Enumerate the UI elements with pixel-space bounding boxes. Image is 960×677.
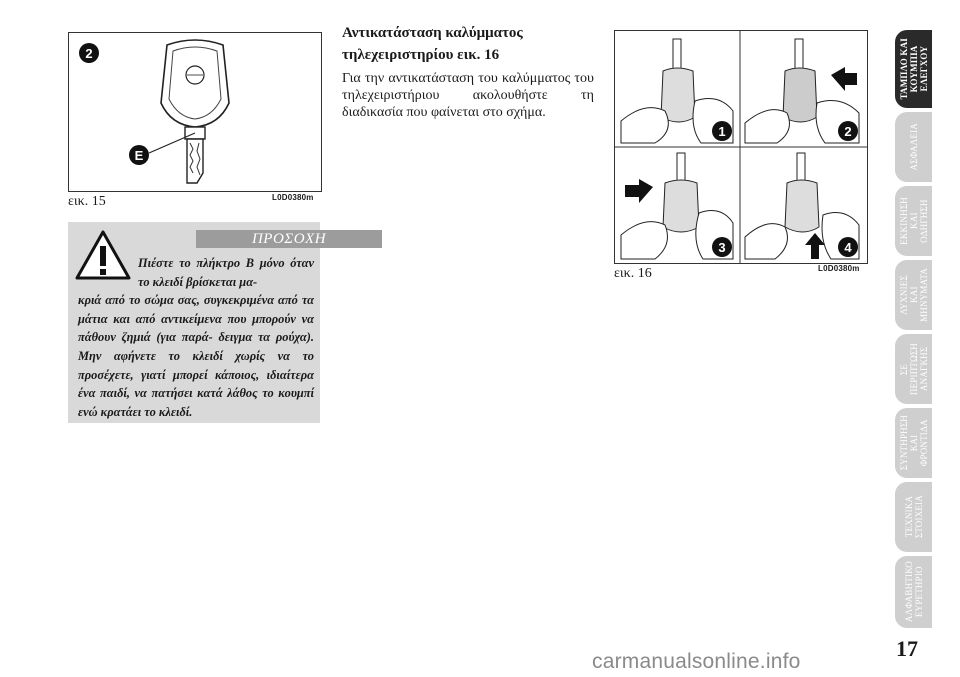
tab-starting-driving[interactable] xyxy=(895,186,932,256)
tab-label: ΤΑΜΠΛΟ ΚΑΙ ΚΟΥΜΠΙΑ ΕΛΕΓΧΟΥ xyxy=(898,38,929,100)
figure-16-code: L0D0380m xyxy=(818,264,860,273)
tab-label: ΣΥΝΤΗΡΗΣΗ ΚΑΙ ΦΡΟΝΤΙΔΑ xyxy=(898,415,929,471)
key-illustration xyxy=(69,33,321,191)
warning-box xyxy=(68,222,327,423)
step-marker-2: 2 xyxy=(838,121,858,141)
step-marker-4: 4 xyxy=(838,237,858,257)
tab-label: ΛΥΧΝΙΕΣ ΚΑΙ ΜΗΝΥΜΑΤΑ xyxy=(898,268,929,322)
cover-replacement-illustration xyxy=(615,31,867,263)
tab-label: ΕΚΚΙΝΗΣΗ ΚΑΙ ΟΔΗΓΗΣΗ xyxy=(898,197,929,245)
figure-15-code: L0D0380m xyxy=(272,193,314,202)
page-number: 17 xyxy=(896,636,918,661)
step-marker-3: 3 xyxy=(712,237,732,257)
tab-lights-messages[interactable] xyxy=(895,260,932,330)
watermark: carmanualsonline.info xyxy=(592,650,801,673)
section-body: Για την αντικατάσταση του καλύμματος του τηλεχειριστήριου ακολουθήστε τη διαδικασία που φαίνεται στο σχήμα. xyxy=(342,71,594,120)
tab-safety[interactable] xyxy=(895,112,932,182)
warning-text-rest: κριά από το σώμα σας, συγκεκριμένα από τα μάτια και από αντικείμενα που μπορούν να πάθουν ζημιά (για παρά- δειγμα τα ρούχα). Μην αφήνετε το κλειδί χωρίς να το προσέχετε, γιατί μπορεί κάποιος, ιδιαίτερα ένα παιδί, να πατήσει κατά λάθος το κουμπί ενώ κρατάει το κλειδί. xyxy=(78,293,314,419)
tab-label: ΑΣΦΑΛΕΙΑ xyxy=(908,123,919,171)
figure-16-caption: εικ. 16 xyxy=(614,266,652,281)
figure-16 xyxy=(614,30,868,264)
tab-maintenance-care[interactable] xyxy=(895,408,932,478)
step-marker-1: 1 xyxy=(712,121,732,141)
tab-emergency[interactable] xyxy=(895,334,932,404)
part-marker-e: E xyxy=(129,145,149,165)
figure-15 xyxy=(68,32,322,192)
warning-text-first: Πιέστε το πλήκτρο B μόνο όταν το κλειδί βρίσκεται μα- xyxy=(138,256,314,289)
warning-heading: ΠΡΟΣΟΧΗ xyxy=(196,230,382,248)
tab-technical-data[interactable] xyxy=(895,482,932,552)
tab-alphabetical-index[interactable] xyxy=(895,556,932,628)
figure-marker-2: 2 xyxy=(79,43,99,63)
warning-text xyxy=(78,254,314,421)
figure-15-caption: εικ. 15 xyxy=(68,194,106,209)
tab-label: ΑΛΦΑΒΗΤΙΚΟ ΕΥΡΕΤΗΡΙΟ xyxy=(903,561,924,623)
section-heading: Αντικατάσταση καλύμματος τηλεχειριστηρίου εικ. 16 xyxy=(342,25,523,63)
tab-dashboard-controls[interactable] xyxy=(895,30,932,108)
tab-label: ΤΕΧΝΙΚΑ ΣΤΟΙΧΕΙΑ xyxy=(903,495,924,539)
tab-label: ΣΕ ΠΕΡΙΠΤΩΣΗ ΑΝΑΓΚΗΣ xyxy=(898,342,929,396)
